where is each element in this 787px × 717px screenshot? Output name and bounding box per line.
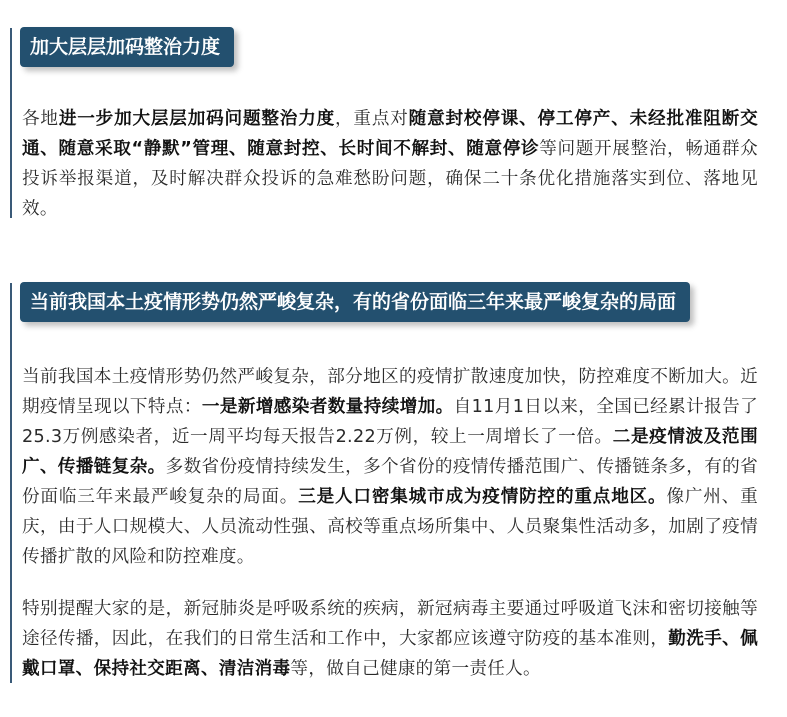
emphasis-text: 勤洗手、佩戴口罩、保持社交距离、清洁消毒 [22, 629, 758, 679]
emphasis-text: 一是新增感染者数量持续增加。 [201, 397, 454, 417]
emphasis-text: 二是疫情波及范围广、传播链复杂。 [22, 427, 758, 477]
body-text: ，重点对 [335, 109, 409, 129]
body-text: 各地 [22, 109, 59, 129]
body-text: 像广州、重庆，由于人口规模大、人员流动性强、高校等重点场所集中、人员聚集性活动多，加剧了疫情传播扩散的风险和防控难度。 [22, 487, 758, 567]
body-text: 自11月1日以来，全国已经累计报告了25.3万例感染者，近一周平均每天报告2.22万例，较上一周增长了一倍。 [22, 397, 759, 447]
section2-title: 当前我国本土疫情形势仍然严峻复杂，有的省份面临三年来最严峻复杂的局面 [30, 291, 677, 313]
body-text: 等问题开展整治，畅通群众投诉举报渠道，及时解决群众投诉的急难愁盼问题，确保二十条优化措施落实到位、落地见效。 [22, 139, 758, 219]
section2-paragraph-1 [22, 362, 758, 572]
section2-title-banner [20, 282, 690, 322]
section2-accent-line [10, 283, 12, 683]
section2-paragraph-2 [22, 594, 758, 684]
body-text: 特别提醒大家的是，新冠肺炎是呼吸系统的疾病，新冠病毒主要通过呼吸道飞沫和密切接触等途径传播，因此，在我们的日常生活和工作中，大家都应该遵守防疫的基本准则， [22, 599, 758, 649]
emphasis-text: 随意封校停课、停工停产、未经批准阻断交通、随意采取“静默”管理、随意封控、长时间不解封、随意停诊 [22, 109, 758, 159]
body-text: 多数省份疫情持续发生，多个省份的疫情传播范围广、传播链条多，有的省份面临三年来最严峻复杂的局面。 [22, 457, 758, 507]
emphasis-text: 三是人口密集城市成为疫情防控的重点地区。 [298, 487, 667, 507]
body-text: 等，做自己健康的第一责任人。 [290, 659, 541, 679]
body-text: 当前我国本土疫情形势仍然严峻复杂，部分地区的疫情扩散速度加快，防控难度不断加大。近期疫情呈现以下特点： [22, 367, 758, 417]
section1-title-banner [20, 27, 234, 67]
section1-title: 加大层层加码整治力度 [30, 36, 221, 58]
section1-paragraph [22, 104, 758, 224]
section1-accent-line [10, 28, 12, 218]
emphasis-text: 进一步加大层层加码问题整治力度 [58, 109, 336, 129]
